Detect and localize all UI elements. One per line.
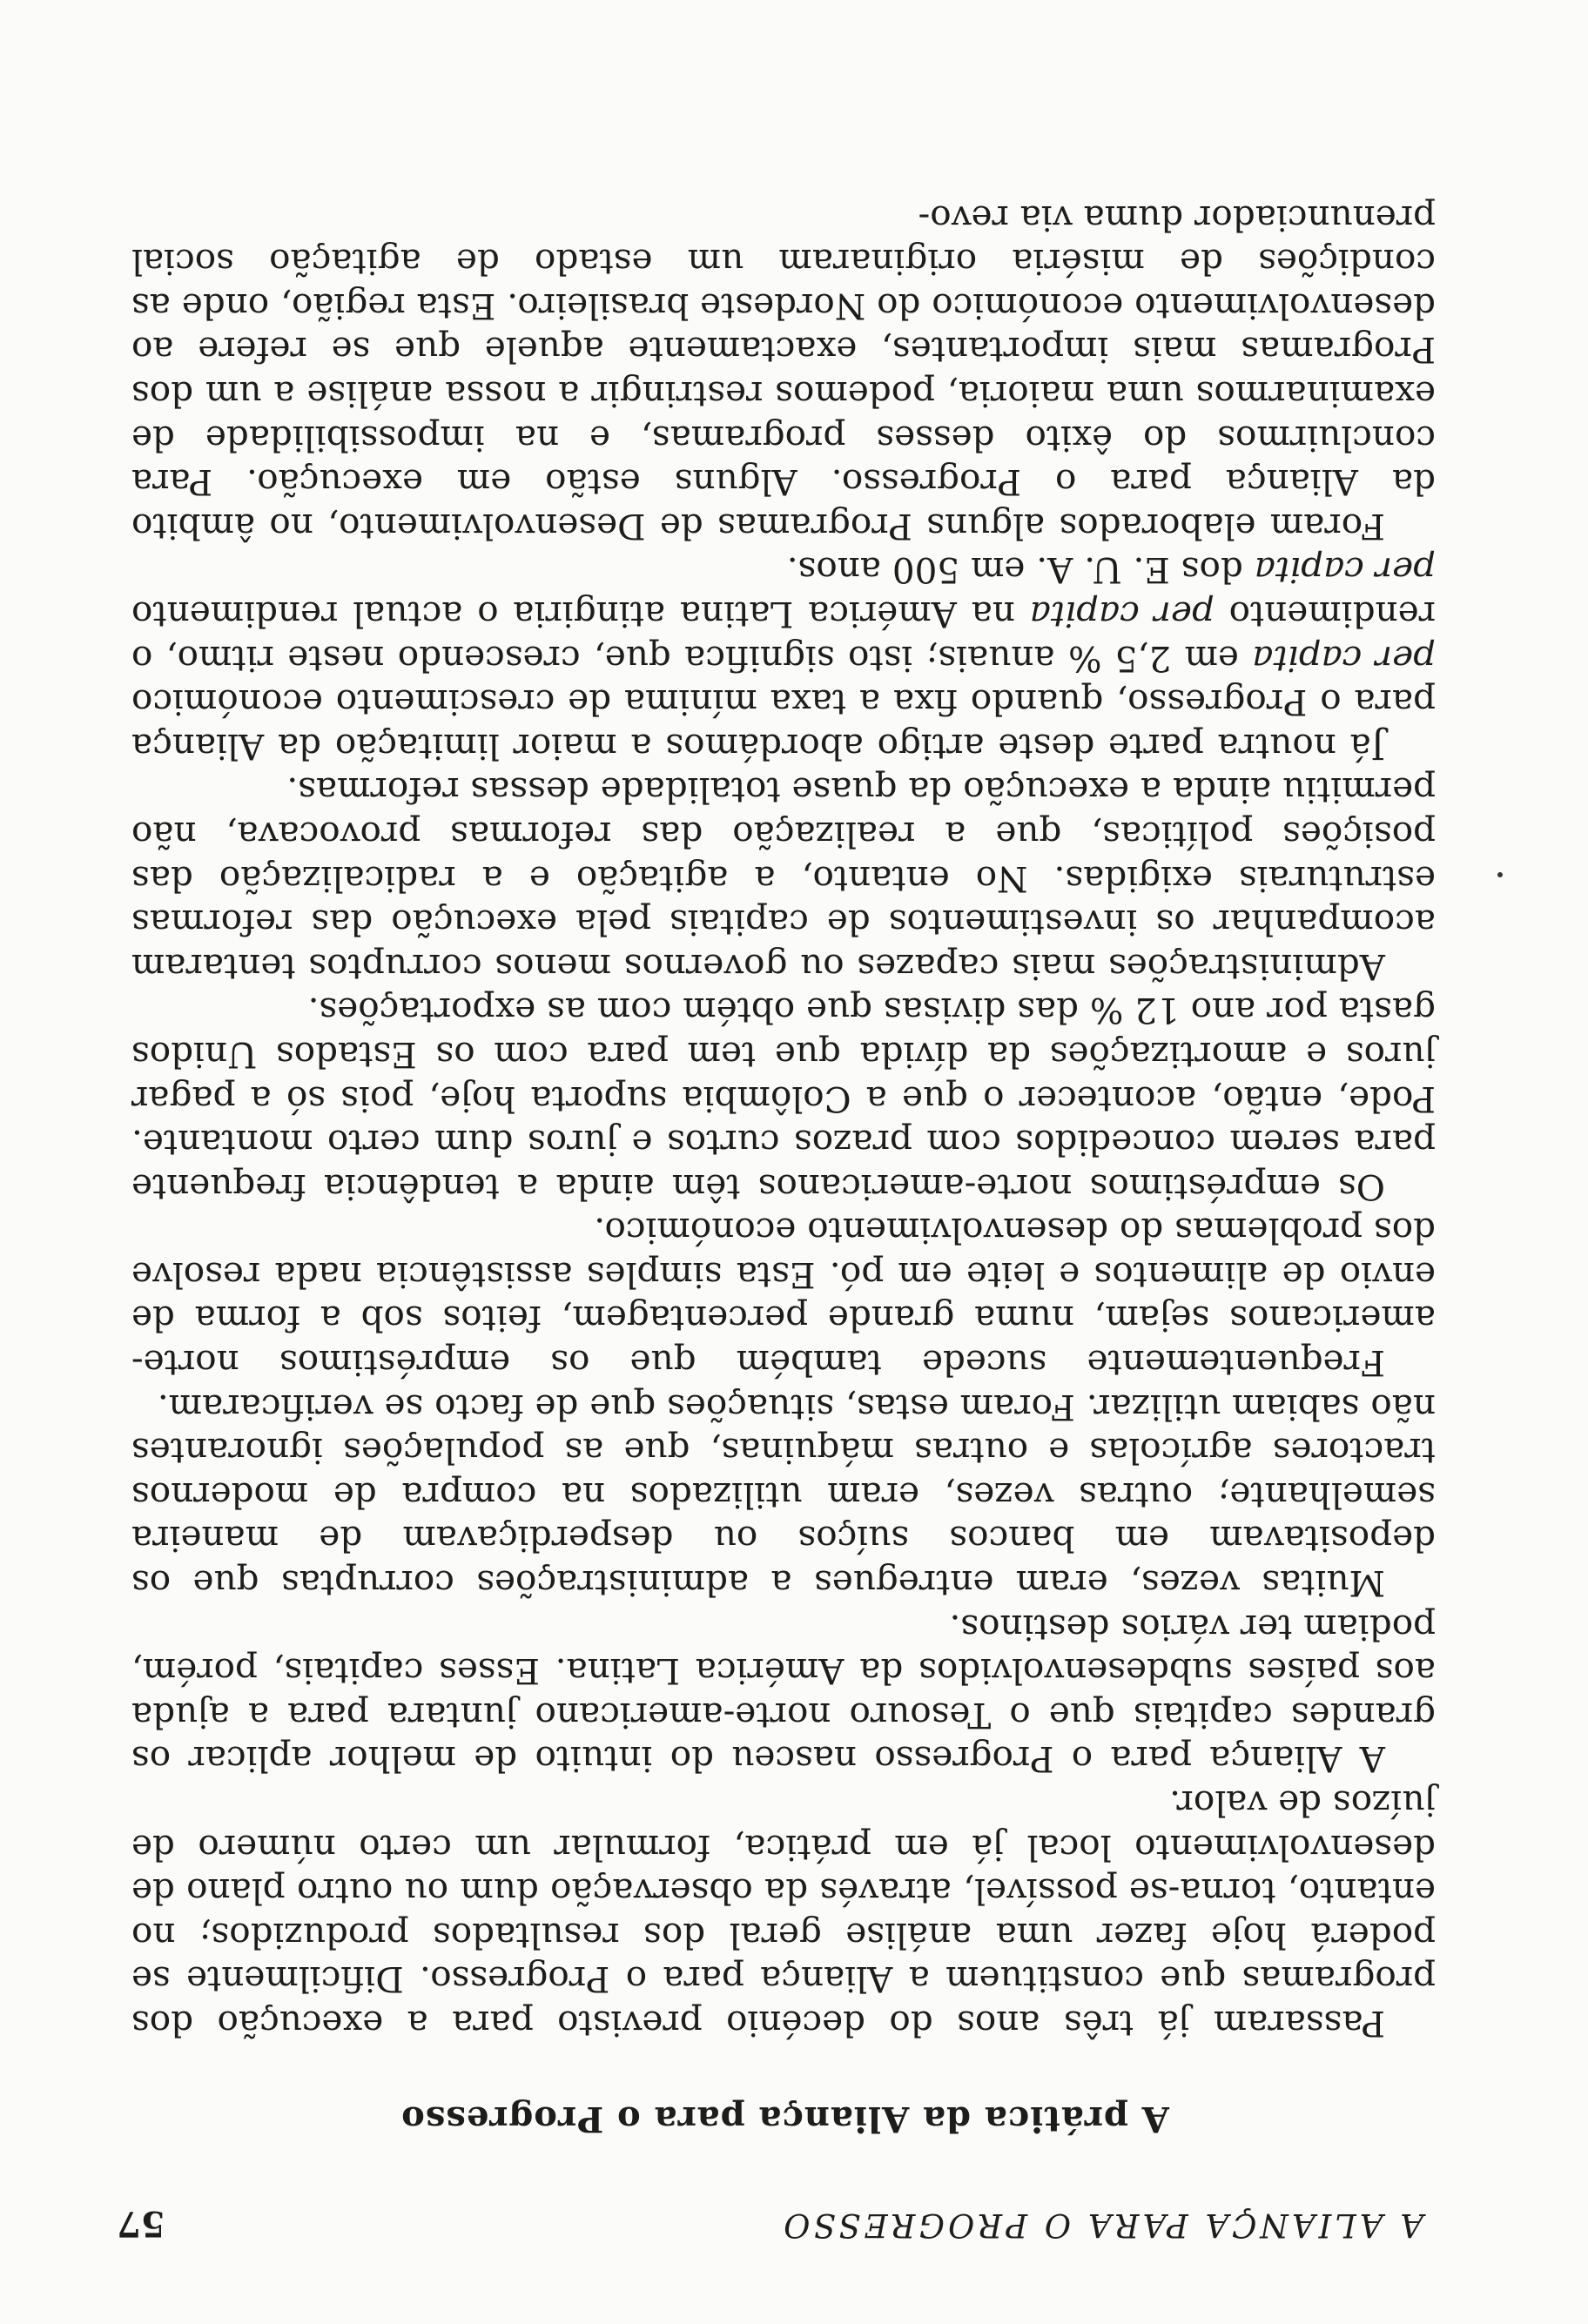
article-body (131, 196, 1436, 2045)
paragraph: Frequentemente sucede também que os empréstimos norte-americanos sejam, numa grande percentagem, feitos sob a forma de envio de alimentos e leite em pó. Esta simples assistência nada resolve dos problemas do desenvolvimento económico. (131, 1210, 1436, 1385)
paragraph: A Aliança para o Progresso nasceu do intuito de melhor aplicar os grandes capitais que o Tesouro norte-americano juntara para a ajuda aos países subdesenvolvidos da América Latina. Esses capitais, porém, podiam ter vários destinos. (131, 1606, 1436, 1781)
margin-speck (1497, 872, 1503, 877)
paragraph: Muitas vezes, eram entregues a administrações corruptas que os depositavam em bancos suíços ou desperdiçavam de maneira semelhante; outras vezes, eram utilizados na compra de modernos tractores agrícolas e outras máquinas, que as populações ignorantes não sabiam utilizar. Foram estas, situações que de facto se verificaram. (131, 1386, 1436, 1605)
paragraph: Já noutra parte deste artigo abordámos a maior limitação da Aliança para o Progresso, quando fixa a taxa mínima de crescimento económico per capita em 2,5 % anuais; isto significa que, crescendo neste ritmo, o rendimento per capita na América Latina atingiria o actual rendimento per capita dos E. U. A. em 500 anos. (131, 549, 1436, 768)
paragraph: Foram elaborados alguns Programas de Desenvolvimento, no âmbito da Aliança para o Progresso. Alguns estão em execução. Para concluirmos do êxito desses programas, e na impossibilidade de examinarmos uma maioria, podemos restringir a nossa análise a um dos Programas mais importantes, exactamente aquele que se refere ao desenvolvimento económico do Nordeste brasileiro. Esta região, onde as condições de miséria originaram um estado de agitação social prenunciador duma via revo- (131, 197, 1436, 547)
article-title: A prática da Aliança para o Progresso (400, 2099, 1169, 2139)
running-header (117, 2192, 1453, 2244)
running-title: A ALIANÇA PARA O PROGRESSO (780, 2206, 1423, 2244)
paragraph: Passaram já três anos do decénio previsto para a execução dos programas que constituem a Aliança para o Progresso. Dificilmente se poderá hoje fazer uma análise geral dos resultados produzidos; no entanto, torna-se possível, através da observação dum ou outro plano de desenvolvimento local já em prática, formular um certo número de juízos de valor. (131, 1783, 1436, 2045)
paragraph: Administrações mais capazes ou governos menos corruptos tentaram acompanhar os investimentos de capitais pela execução das reformas estruturais exigidas. No entanto, a agitação e a radicalização das posições políticas, que a realização das reformas provocava, não permitiu ainda a execução da quase totalidade dessas reformas. (131, 769, 1436, 988)
page-number: 57 (117, 2203, 165, 2244)
paragraph: Os empréstimos norte-americanos têm ainda a tendência frequente para serem concedidos com prazos curtos e juros dum certo montante. Pode, então, acontecer o que a Colômbia suporta hoje, pois só a pagar juros e amortizações da dívida que tem para com os Estados Unidos gasta por ano 12 % das divisas que obtém com as exportações. (131, 990, 1436, 1208)
